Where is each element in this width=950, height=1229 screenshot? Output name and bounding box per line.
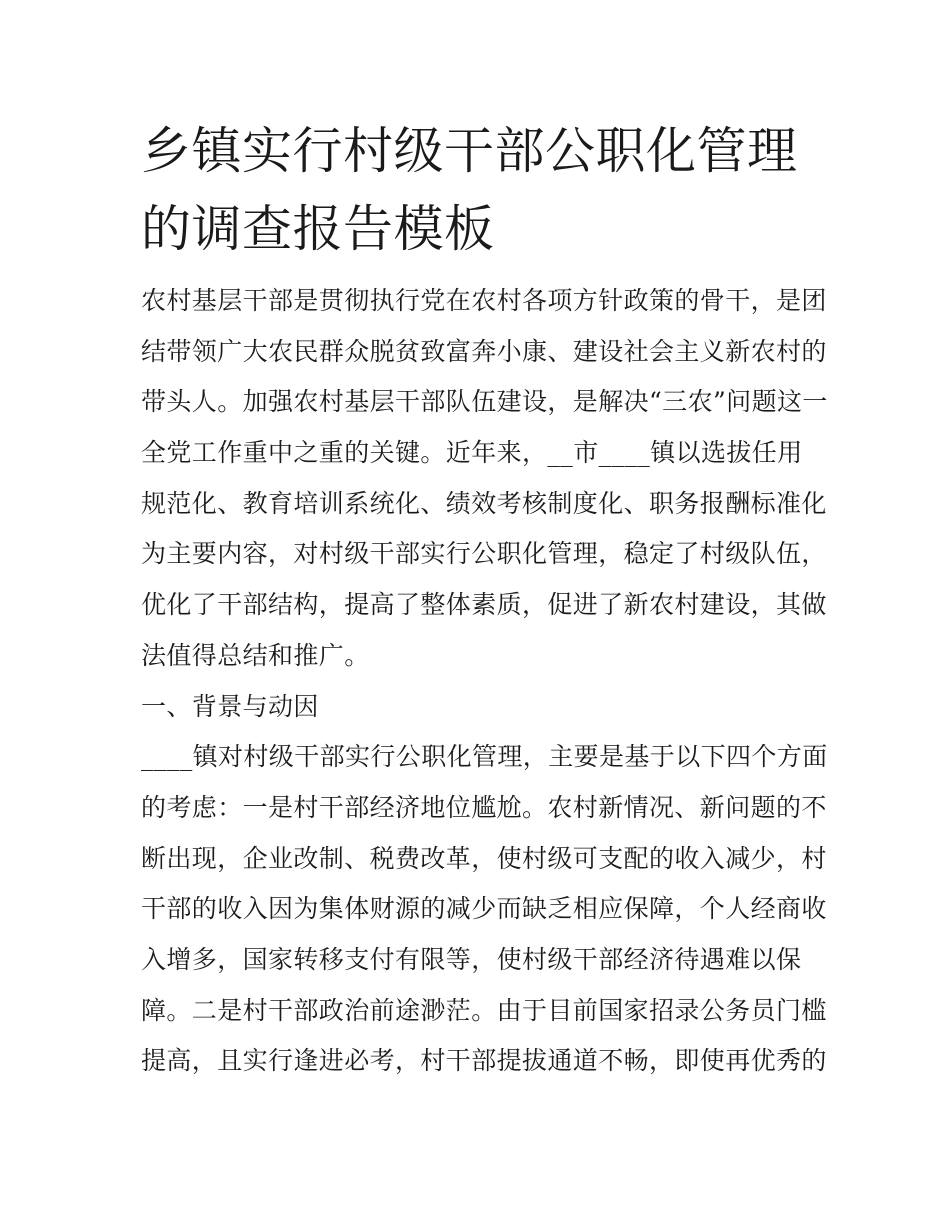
title-line-1: 乡镇实行村级干部公职化管理 <box>141 122 798 180</box>
body-line: 全党工作重中之重的关键。近年来，__市____镇以选拔任用 <box>141 438 803 468</box>
body-line: 优化了干部结构，提高了整体素质，促进了新农村建设，其做 <box>141 590 827 620</box>
body-line: 障。二是村干部政治前途渺茫。由于目前国家招录公务员门槛 <box>141 995 827 1025</box>
body-line: 断出现，企业改制、税费改革，使村级可支配的收入减少，村 <box>141 843 827 873</box>
body-line: 为主要内容，对村级干部实行公职化管理，稳定了村级队伍， <box>141 539 827 569</box>
body-line: 法值得总结和推广。 <box>141 640 370 670</box>
body-line: 结带领广大农民群众脱贫致富奔小康、建设社会主义新农村的 <box>141 336 827 366</box>
body-line: 规范化、教育培训系统化、绩效考核制度化、职务报酬标准化 <box>141 488 827 518</box>
document-page <box>141 112 828 1087</box>
body-line: ____镇对村级干部实行公职化管理，主要是基于以下四个方面 <box>141 742 828 772</box>
body-line: 提高，且实行逢进必考，村干部提拔通道不畅，即使再优秀的 <box>141 1046 827 1076</box>
section-heading: 一、背景与动因 <box>141 691 319 721</box>
body-line: 带头人。加强农村基层干部队伍建设，是解决“三农”问题这一 <box>141 387 828 417</box>
body-line: 的考虑：一是村干部经济地位尴尬。农村新情况、新问题的不 <box>141 792 827 822</box>
title-line-2: 的调查报告模板 <box>141 200 495 258</box>
body-line: 干部的收入因为集体财源的减少而缺乏相应保障，个人经商收 <box>141 894 827 924</box>
body-line: 农村基层干部是贯彻执行党在农村各项方针政策的骨干，是团 <box>141 286 827 315</box>
document-body <box>141 276 828 1087</box>
body-line: 入增多，国家转移支付有限等，使村级干部经济待遇难以保 <box>141 944 802 974</box>
document-title <box>141 112 813 268</box>
